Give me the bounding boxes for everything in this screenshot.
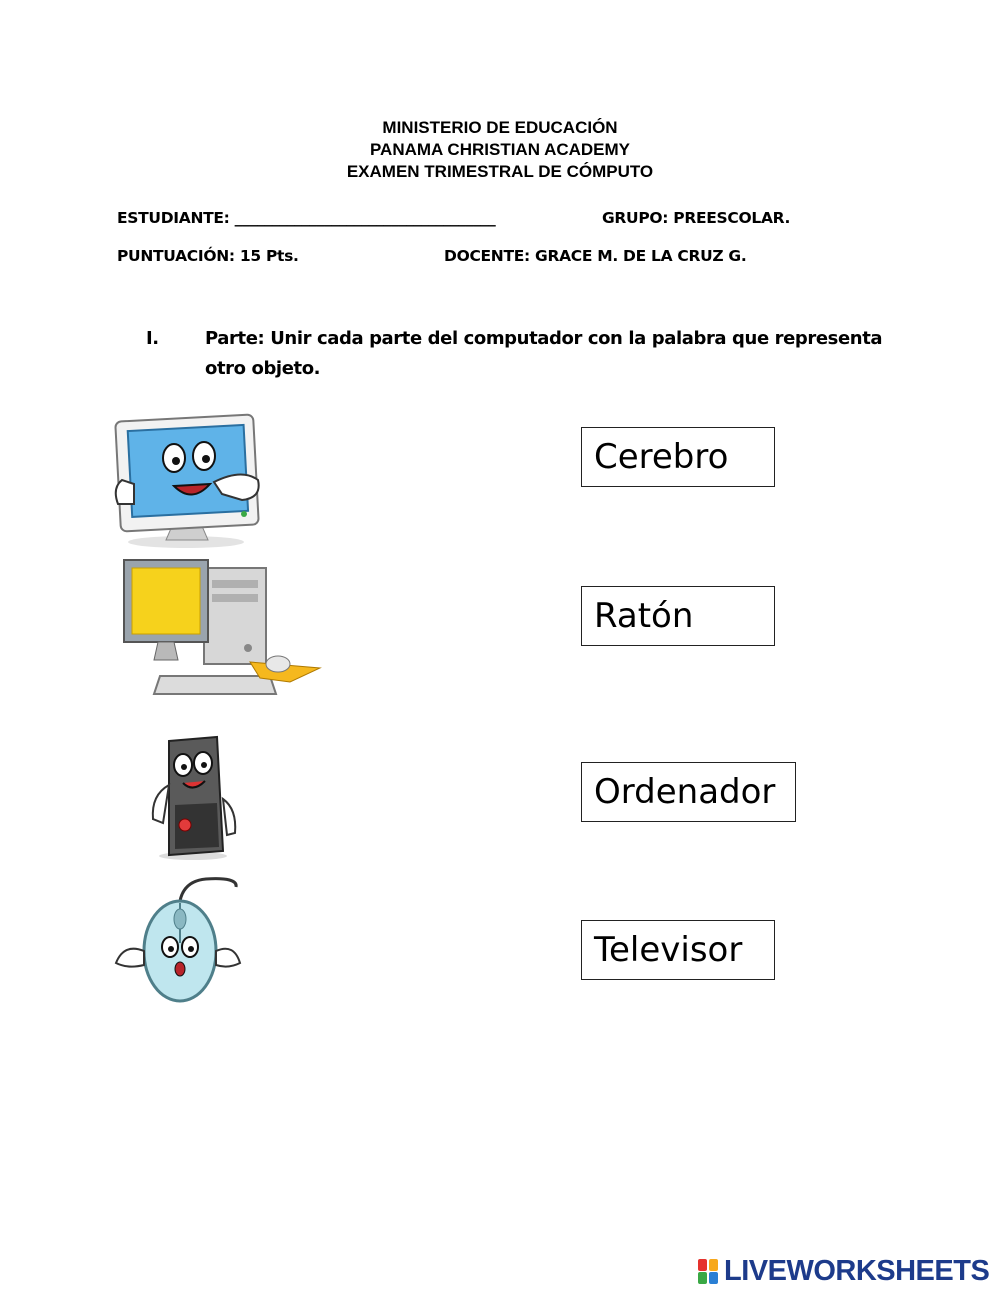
score-label: PUNTUACIÓN: 15 Pts. (117, 247, 299, 265)
word-box-cerebro[interactable]: Cerebro (581, 427, 775, 487)
monitor-character-icon[interactable] (112, 408, 272, 550)
section-text: Parte: Unir cada parte del computador con la palabra que representa otro objeto. (205, 328, 883, 379)
group-label: GRUPO: PREESCOLAR. (602, 209, 791, 227)
word-box-televisor[interactable]: Televisor (581, 920, 775, 980)
teacher-label: DOCENTE: GRACE M. DE LA CRUZ G. (444, 247, 747, 265)
section-number: I. (146, 328, 159, 349)
desktop-computer-icon[interactable] (120, 558, 325, 706)
liveworksheets-logo[interactable] (698, 1254, 989, 1288)
word-box-ordenador[interactable]: Ordenador (581, 762, 796, 822)
exam-title: EXAMEN TRIMESTRAL DE CÓMPUTO (346, 162, 654, 181)
liveworksheets-mark-icon (698, 1257, 720, 1285)
word-box-raton[interactable]: Ratón (581, 586, 775, 646)
cpu-tower-character-icon[interactable] (145, 735, 240, 860)
ministry-title: MINISTERIO DE EDUCACIÓN (382, 118, 618, 137)
school-name: PANAMA CHRISTIAN ACADEMY (369, 140, 631, 159)
liveworksheets-brand: LIVEWORKSHEETS (724, 1254, 990, 1287)
info-row-1 (117, 209, 917, 229)
mouse-character-icon[interactable] (110, 873, 245, 1005)
student-field[interactable]: ESTUDIANTE: ___________________________________ (117, 209, 496, 227)
info-row-2 (117, 247, 917, 267)
document-header (0, 117, 1000, 183)
